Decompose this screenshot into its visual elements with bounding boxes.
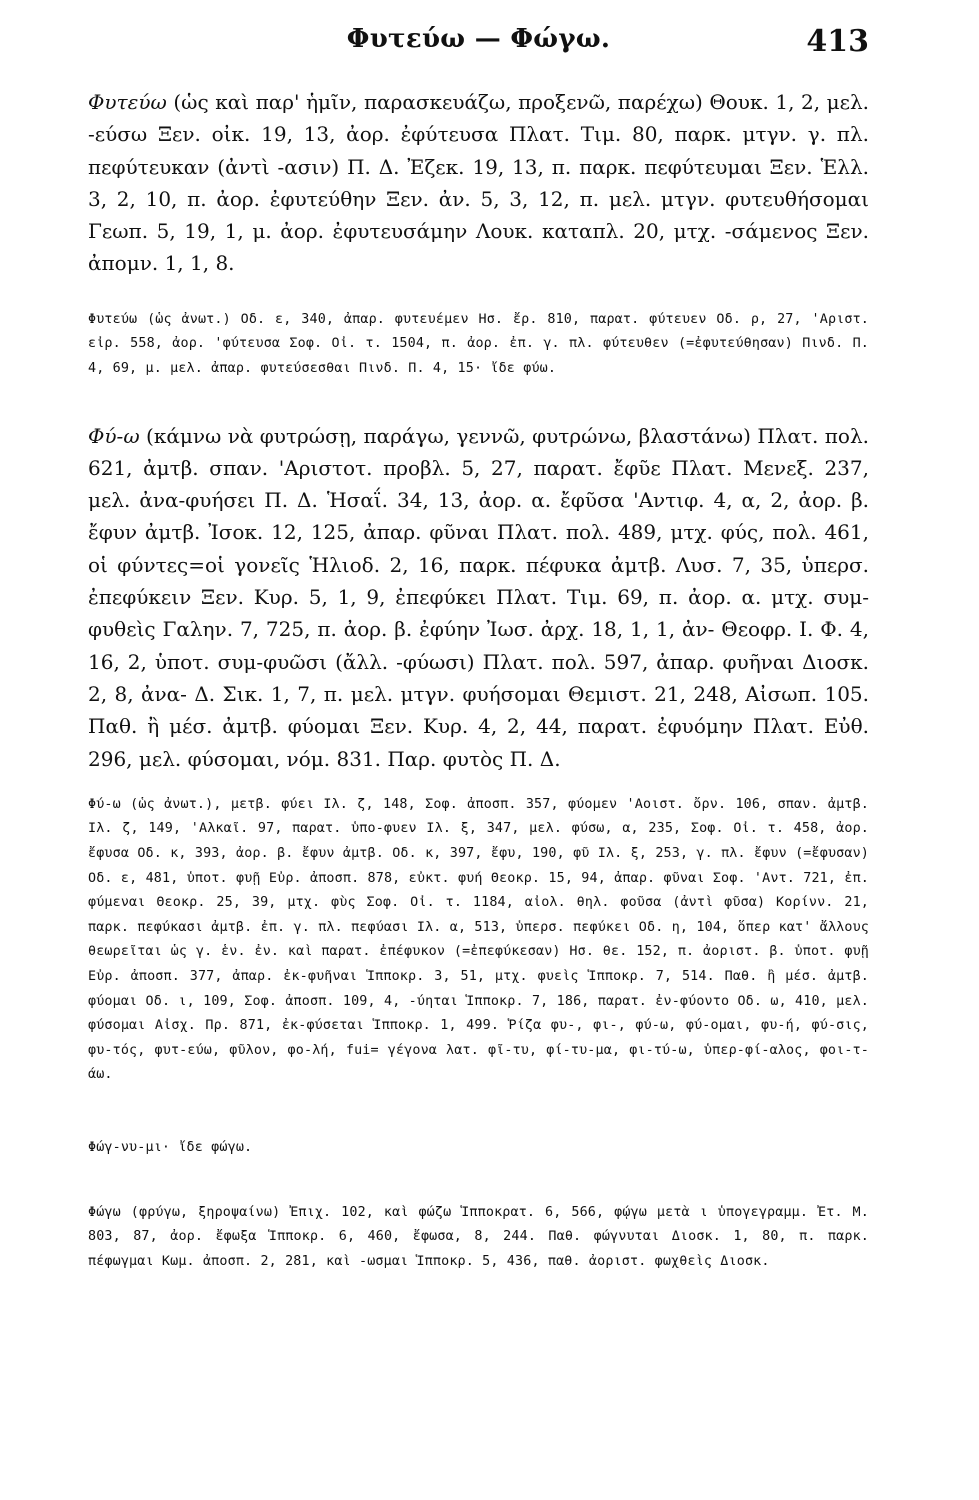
entry-body: (φρύγω, ξηροψαίνω) Ἐπιχ. 102, καὶ φώζω Ἱπποκρατ. 6, 566, φῴγω μετὰ ι ὑπογεγραμμ. Ἐτ. Μ. 803, 87, ἀορ. ἔφωξα Ἱπποκρ. 6, 460, ἔφωσα, 8, 244. Παθ. φώγνυται Διοσκ. 1, 80, π. παρκ. πέφωγμαι Κωμ. ἀποσπ. 2, 281, καὶ -ωσμαι Ἱπποκρ. 5, 436, παθ. ἀοριστ. φωχθεὶς Διοσκ. xyxy=(88,1204,869,1269)
entry-phyteuo-epic xyxy=(88,308,869,382)
entry-lemma: Φυτεύω xyxy=(88,311,138,327)
entry-phognymi xyxy=(88,1136,869,1161)
entry-lemma: Φύ-ω xyxy=(88,796,121,812)
entry-lemma: Φώγω xyxy=(88,1204,121,1220)
entry-body: (ὡς ἀνωτ.), μετβ. φύει Ιλ. ζ, 148, Σοφ. ἀποσπ. 357, φύομεν 'Αοιστ. ὄρν. 106, σπαν. ἀμτβ. Ιλ. ζ, 149, 'Αλκαῖ. 97, παρατ. ὑπο-φυεν Ιλ. ξ, 347, μελ. φύσω, α, 235, Σοφ. Οἰ. τ. 458, ἀορ. ἔφυσα Οδ. κ, 393, ἀορ. β. ἔφυν ἀμτβ. Οδ. κ, 397, ἔφυ, 190, φῦ Ιλ. ξ, 253, γ. πλ. ἔφυν (=ἔφυσαν) Οδ. ε, 481, ὑποτ. φυῇ Εὐρ. ἀποσπ. 878, εὐκτ. φυή Θεοκρ. 15, 94, ἀπαρ. φῦναι Σοφ. 'Αντ. 721, ἐπ. φύμεναι Θεοκρ. 25, 39, μτχ. φὺς Σοφ. Οἰ. τ. 1184, αἰολ. θηλ. φοῦσα (ἀντὶ φῦσα) Κορίνν. 21, παρκ. πεφύκασι ἀμτβ. ἐπ. γ. πλ. πεφύασι Ιλ. α, 513, ὑπερσ. πεφύκει Οδ. η, 104, ὅπερ κατ' ἄλλους θεωρεῖται ὡς γ. ἑν. ἐν. καὶ παρατ. ἐπέφυκον (=ἐπεφύκεσαν) Ησ. θε. 152, π. ἀοριστ. β. ὑποτ. φυῇ Εὐρ. ἀποσπ. 377, ἀπαρ. ἐκ-φυῆναι Ἱπποκρ. 3, 51, μτχ. φυεὶς Ἱπποκρ. 7, 514. Παθ. ἢ μέσ. ἀμτβ. φύομαι Οδ. ι, 109, Σοφ. ἀποσπ. 109, 4, -ύηται Ἱπποκρ. 7, 186, παρατ. ἐν-φύοντο Οδ. ω, 410, μελ. φύσομαι Αἰσχ. Πρ. 871, ἐκ-φύσεται Ἱπποκρ. 1, 499. Ῥίζα φυ-, φι-, φύ-ω, φύ-ομαι, φυ-ή, φύ-σις, φυ-τός, φυτ-εύω, φῦλον, φο-λή, fui= γέγονα λατ. φῖ-τυ, φί-τυ-μα, φι-τύ-ω, ὑπερ-φί-αλος, φοι-τ-άω. xyxy=(88,796,869,1083)
entry-phyteuo-prose xyxy=(88,86,869,280)
page-number: 413 xyxy=(806,24,869,59)
entry-lemma: Φυτεύω xyxy=(88,90,167,114)
entry-body: ἴδε φώγω. xyxy=(170,1139,253,1155)
entry-phyo-epic xyxy=(88,793,869,1088)
entry-phogo xyxy=(88,1201,869,1275)
entry-body: (ὡς καὶ παρ' ἡμῖν, παρασκευάζω, προξενῶ, παρέχω) Θουκ. 1, 2, μελ. -εύσω Ξεν. οἰκ. 19, 13, ἀορ. ἐφύτευσα Πλατ. Τιμ. 80, παρκ. μτγν. γ. πλ. πεφύτευκαν (ἀντὶ -ασιν) Π. Δ. Ἐζεκ. 19, 13, π. παρκ. πεφύτευμαι Ξεν. Ἑλλ. 3, 2, 10, π. ἀορ. ἐφυτεύθην Ξεν. ἀν. 5, 3, 12, π. μελ. μτγν. φυτευθήσομαι Γεωπ. 5, 19, 1, μ. ἀορ. ἐφυτευσάμην Λουκ. καταπλ. 20, μτχ. -σάμενος Ξεν. ἀπομν. 1, 1, 8. xyxy=(88,90,869,276)
entry-body: (ὡς ἀνωτ.) Οδ. ε, 340, ἀπαρ. φυτευέμεν Ησ. ἔρ. 810, παρατ. φύτευεν Οδ. ρ, 27, 'Αριστ. εἰρ. 558, ἀορ. 'φύτευσα Σοφ. Οἰ. τ. 1504, π. ἀορ. ἐπ. γ. πλ. φύτευθεν (=ἐφυτεύθησαν) Πινδ. Π. 4, 69, μ. μελ. ἀπαρ. φυτεύσεσθαι Πινδ. Π. 4, 15· ἴδε φύω. xyxy=(88,311,869,376)
entry-lemma: Φύ-ω xyxy=(88,423,140,448)
entry-phyo-prose xyxy=(88,420,869,775)
page-header xyxy=(88,14,869,66)
entry-body: (κάμνω νὰ φυτρώσῃ, παράγω, γεννῶ, φυτρώνω, βλαστάνω) Πλατ. πολ. 621, ἀμτβ. σπαν. 'Αριστοτ. προβλ. 5, 27, παρατ. ἔφῦε Πλατ. Μενεξ. 237, μελ. ἀνα-φυήσει Π. Δ. Ἡσαΐ. 34, 13, ἀορ. α. ἔφῦσα 'Αντιφ. 4, α, 2, ἀορ. β. ἔφυν ἀμτβ. Ἰσοκ. 12, 125, ἀπαρ. φῦναι Πλατ. πολ. 489, μτχ. φύς, πολ. 461, οἱ φύντες=οἱ γονεῖς Ἡλιοδ. 2, 16, παρκ. πέφυκα ἀμτβ. Λυσ. 7, 35, ὑπερσ. ἐπεφύκειν Ξεν. Κυρ. 5, 1, 9, ἐπεφύκει Πλατ. Τιμ. 69, π. ἀορ. α. μτχ. συμ-φυθεὶς Γαλην. 7, 725, π. ἀορ. β. ἐφύην Ἰωσ. ἀρχ. 18, 1, 1, ἀν- Θεοφρ. Ι. Φ. 4, 16, 2, ὑποτ. συμ-φυῶσι (ἄλλ. -φύωσι) Πλατ. πολ. 597, ἀπαρ. φυῆναι Διοσκ. 2, 8, ἀνα- Δ. Σικ. 1, 7, π. μελ. μτγν. φυήσομαι Θεμιστ. 21, 248, Αἰσωπ. 105. Παθ. ἢ μέσ. ἀμτβ. φύομαι Ξεν. Κυρ. 4, 2, 44, παρατ. ἐφυόμην Πλατ. Εὐθ. 296, μελ. φύσομαι, νόμ. 831. Παρ. φυτὸς Π. Δ. xyxy=(88,423,869,771)
entry-lemma: Φώγ-νυ-μι· xyxy=(88,1139,171,1155)
running-head: Φυτεύω — Φώγω. xyxy=(346,24,611,54)
